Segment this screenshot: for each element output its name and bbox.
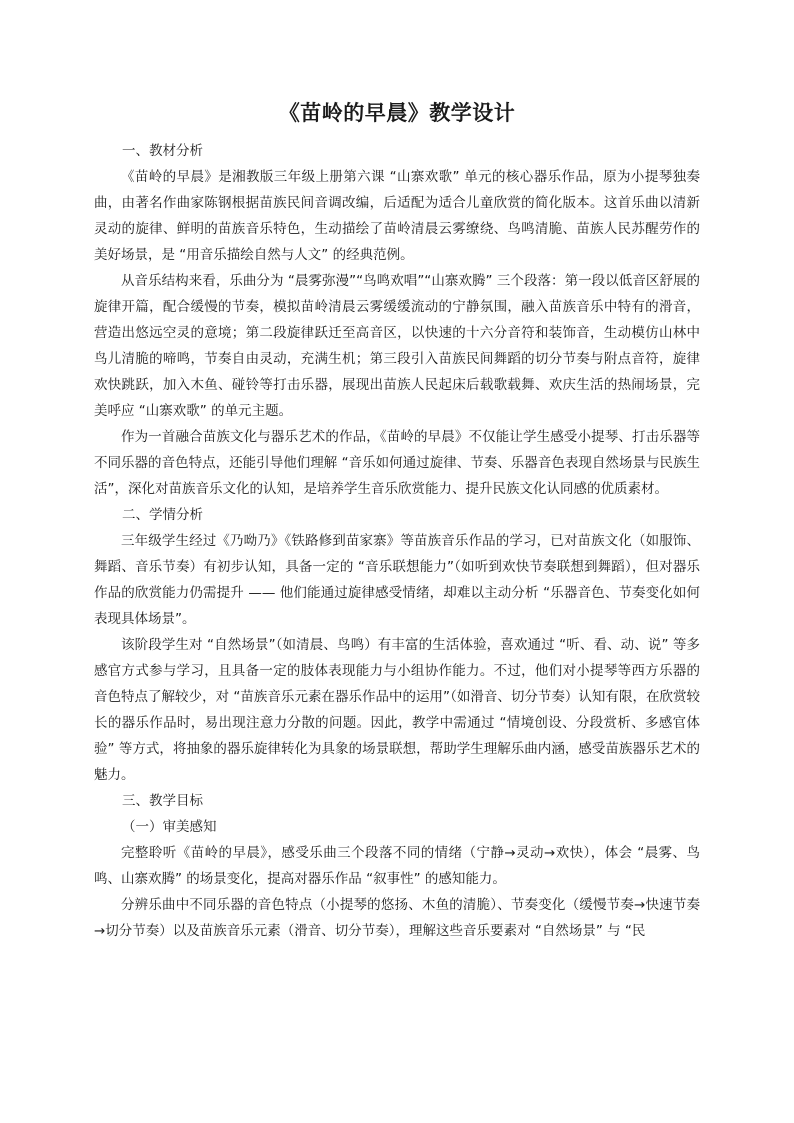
paragraph: 三年级学生经过《乃呦乃》《铁路修到苗家寨》等苗族音乐作品的学习，已对苗族文化（如服饰、舞蹈、音乐节奏）有初步认知，具备一定的 “音乐联想能力”（如听到欢快节奏联想到舞蹈），但对器乐作品的欣赏能力仍需提升 —— 他们能通过旋律感受情绪，却难以主动分析 “乐器音色、节奏变化如何表现具体场景”。: [94, 533, 700, 627]
section-textbook-analysis: [94, 138, 700, 502]
paragraph: 作为一首融合苗族文化与器乐艺术的作品，《苗岭的早晨》不仅能让学生感受小提琴、打击乐器等不同乐器的音色特点，还能引导他们理解 “音乐如何通过旋律、节奏、乐器音色表现自然场景与民族生活”，深化对苗族音乐文化的认知，是培养学生音乐欣赏能力、提升民族文化认同感的优质素材。: [94, 429, 700, 497]
paragraph: 分辨乐曲中不同乐器的音色特点（小提琴的悠扬、木鱼的清脆）、节奏变化（缓慢节奏→快速节奏→切分节奏）以及苗族音乐元素（滑音、切分节奏），理解这些音乐要素对 “自然场景” 与 “民: [94, 897, 700, 939]
sub-heading: （一）审美感知: [122, 819, 217, 835]
section-heading: 一、教材分析: [122, 143, 203, 159]
section-heading: 二、学情分析: [122, 507, 203, 523]
paragraph: 该阶段学生对 “自然场景”（如清晨、鸟鸣）有丰富的生活体验，喜欢通过 “听、看、动、说” 等多感官方式参与学习，且具备一定的肢体表现能力与小组协作能力。不过，他们对小提琴等西方乐器的音色特点了解较少，对 “苗族音乐元素在器乐作品中的运用”（如滑音、切分节奏）认知有限，在欣赏较长的器乐作品时，易出现注意力分散的问题。因此，教学中需通过 “情境创设、分段赏析、多感官体验” 等方式，将抽象的器乐旋律转化为具象的场景联想，帮助学生理解乐曲内涵，感受苗族器乐艺术的魅力。: [94, 637, 700, 783]
paragraph: 《苗岭的早晨》是湘教版三年级上册第六课 “山寨欢歌” 单元的核心器乐作品，原为小提琴独奏曲，由著名作曲家陈钢根据苗族民间音调改编，后适配为适合儿童欣赏的简化版本。这首乐曲以清新灵动的旋律、鲜明的苗族音乐特色，生动描绘了苗岭清晨云雾缭绕、鸟鸣清脆、苗族人民苏醒劳作的美好场景，是 “用音乐描绘自然与人文” 的经典范例。: [94, 169, 700, 263]
document-title: 《苗岭的早晨》教学设计: [278, 101, 516, 125]
section-teaching-goals: [94, 788, 700, 944]
section-learner-analysis: [94, 502, 700, 788]
paragraph: 从音乐结构来看，乐曲分为 “晨雾弥漫”“鸟鸣欢唱”“山寨欢腾” 三个段落：第一段以低音区舒展的旋律开篇，配合缓慢的节奏，模拟苗岭清晨云雾缓缓流动的宁静氛围，融入苗族音乐中特有的滑音，营造出悠远空灵的意境；第二段旋律跃迁至高音区，以快速的十六分音符和装饰音，生动模仿山林中鸟儿清脆的啼鸣，节奏自由灵动，充满生机；第三段引入苗族民间舞蹈的切分节奏与附点音符，旋律欢快跳跃，加入木鱼、碰铃等打击乐器，展现出苗族人民起床后载歌载舞、欢庆生活的热闹场景，完美呼应 “山寨欢歌” 的单元主题。: [94, 273, 700, 419]
section-heading: 三、教学目标: [122, 793, 203, 809]
paragraph: 完整聆听《苗岭的早晨》，感受乐曲三个段落不同的情绪（宁静→灵动→欢快），体会 “晨雾、鸟鸣、山寨欢腾” 的场景变化，提高对器乐作品 “叙事性” 的感知能力。: [94, 845, 700, 887]
